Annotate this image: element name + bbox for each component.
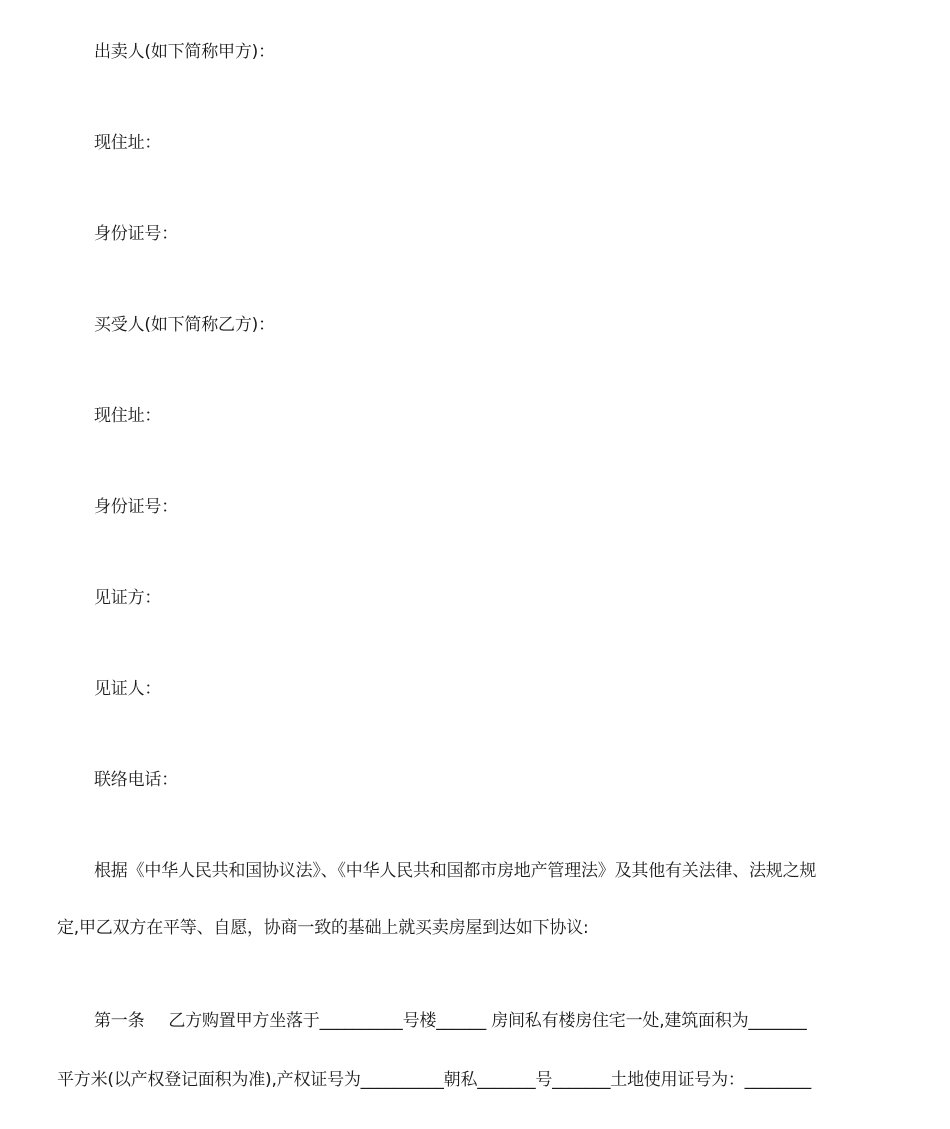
field-seller-address: 现住址： bbox=[94, 133, 162, 153]
article-1-line-1 bbox=[94, 1009, 807, 1033]
article-1-heading: 第一条 bbox=[94, 1011, 145, 1031]
field-seller: 出卖人(如下简称甲方)： bbox=[94, 42, 275, 62]
field-contact-phone: 联络电话： bbox=[94, 770, 178, 790]
field-witness-party: 见证方： bbox=[94, 588, 162, 608]
field-witness-person: 见证人： bbox=[94, 679, 162, 699]
field-buyer: 买受人(如下简称乙方)： bbox=[94, 315, 275, 335]
field-buyer-address: 现住址： bbox=[94, 406, 162, 426]
article-1-text-1: 乙方购置甲方坐落于__________号楼______ 房间私有楼房住宅一处,建筑面积为_______ bbox=[168, 1011, 807, 1031]
preamble-line-2: 定,甲乙双方在平等、自愿，协商一致的基础上就买卖房屋到达如下协议: bbox=[57, 918, 589, 938]
field-seller-id-number: 身份证号： bbox=[94, 224, 178, 244]
article-1-line-2: 平方米(以产权登记面积为准),产权证号为__________朝私_______号_______土地使用证号为：________ bbox=[57, 1070, 812, 1090]
preamble-line-1: 根据《中华人民共和国协议法》、《中华人民共和国都市房地产管理法》及其他有关法律、法规之规 bbox=[94, 861, 817, 881]
field-buyer-id-number: 身份证号： bbox=[94, 497, 178, 517]
